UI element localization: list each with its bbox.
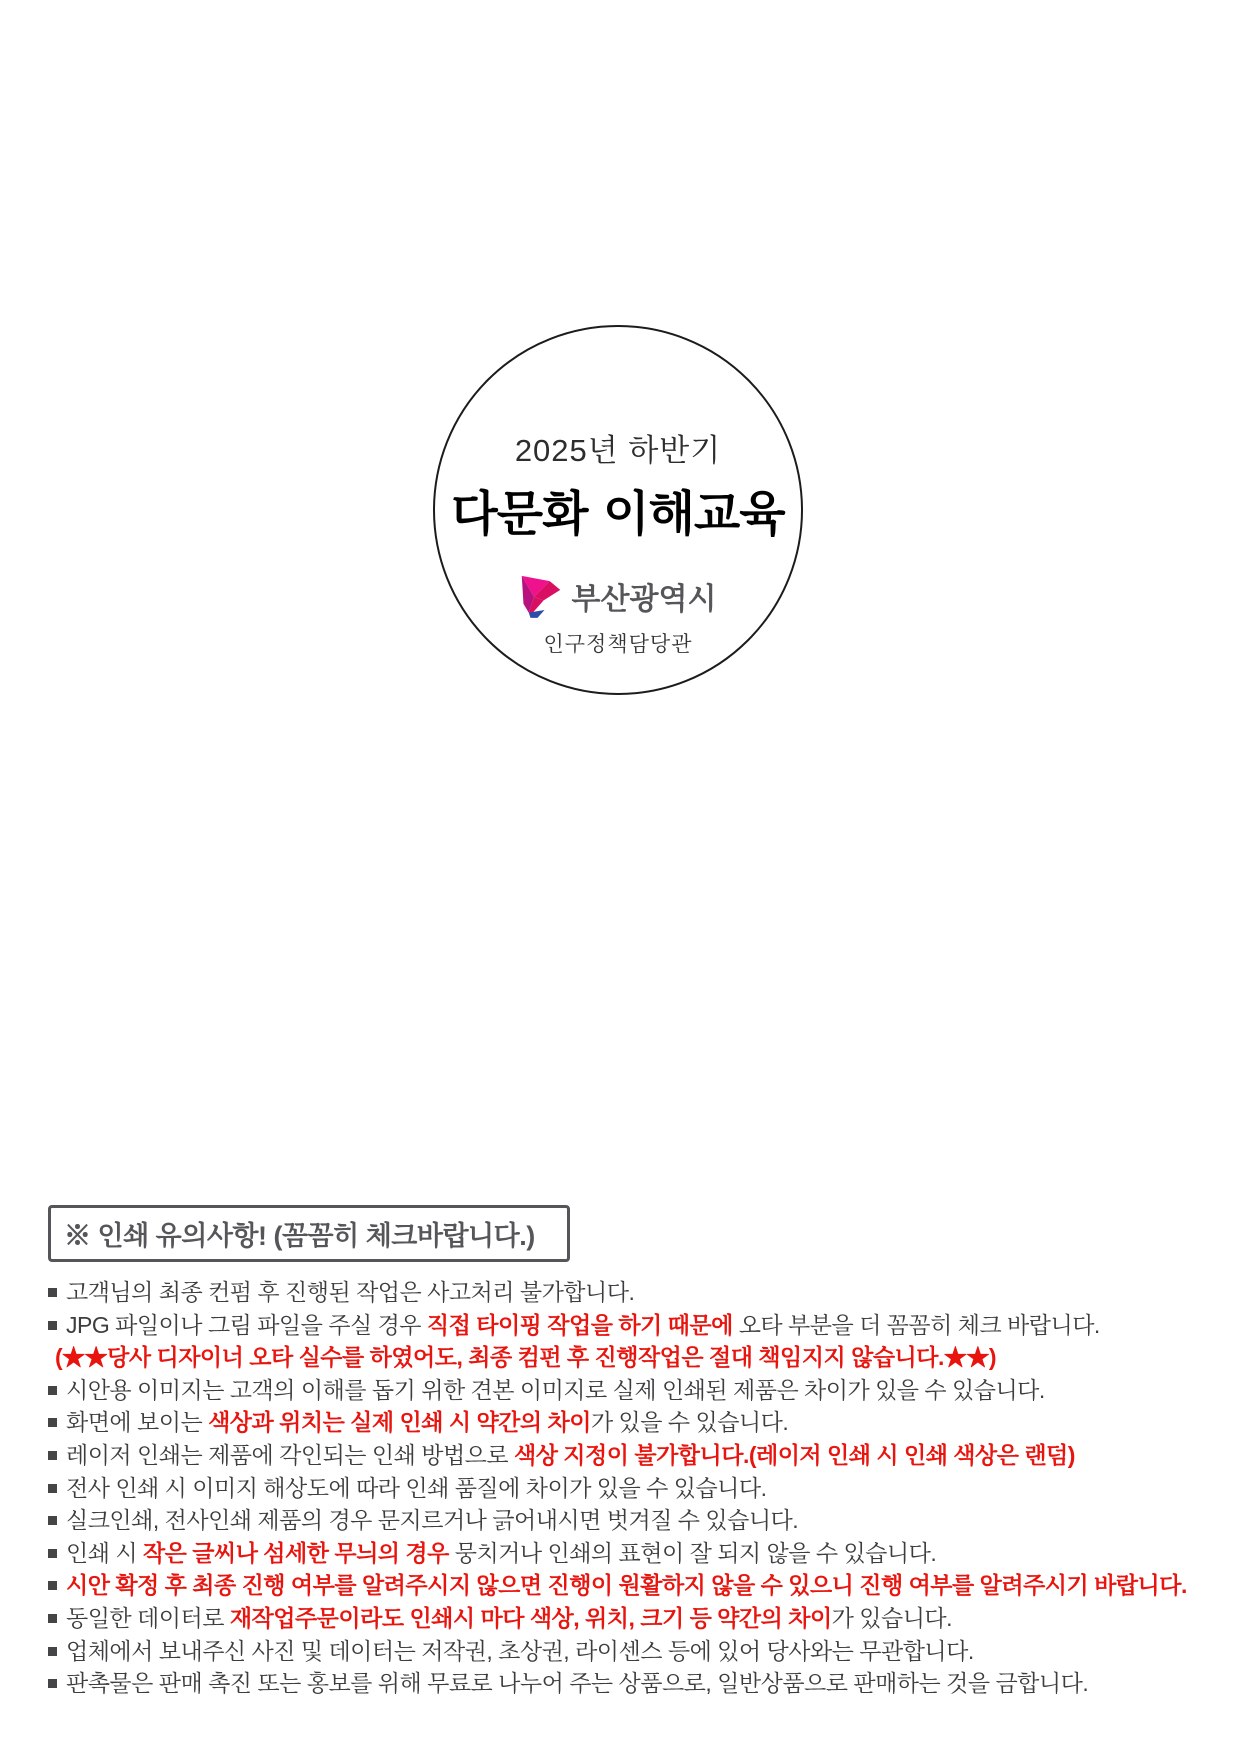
notice-text: 동일한 데이터로	[66, 1604, 230, 1631]
notice-item	[48, 1341, 1208, 1374]
notice-text: 인쇄 시	[66, 1539, 143, 1566]
notice-item	[48, 1472, 1208, 1505]
notice-text: 전사 인쇄 시 이미지 해상도에 따라 인쇄 품질에 차이가 있을 수 있습니다.	[66, 1474, 767, 1501]
badge-circle	[433, 325, 803, 695]
notice-item	[48, 1602, 1208, 1635]
notice-heading-box	[48, 1205, 570, 1262]
notice-text-emphasis: 색상과 위치는 실제 인쇄 시 약간의 차이	[208, 1409, 591, 1436]
bullet-square-icon	[48, 1451, 57, 1460]
busan-org-text: 부산광역시	[571, 583, 717, 616]
notice-text-emphasis: 색상 지정이 불가합니다.(레이저 인쇄 시 인쇄 색상은 랜덤)	[513, 1441, 1075, 1468]
notice-item	[48, 1439, 1208, 1472]
badge-dept-text: 인구정책담당관	[543, 633, 693, 656]
notice-text: 가 있습니다.	[831, 1604, 953, 1631]
bullet-square-icon	[48, 1614, 57, 1623]
notice-text-emphasis: (★★당사 디자이너 오타 실수를 하였어도, 최종 컴펀 후 진행작업은 절대 책임지지 않습니다.★★)	[55, 1344, 997, 1371]
notice-item	[48, 1276, 1208, 1309]
notice-list	[48, 1276, 1208, 1700]
notice-heading-text: ※ 인쇄 유의사항! (꼼꼼히 체크바랍니다.)	[64, 1221, 535, 1251]
notice-item	[48, 1537, 1208, 1570]
notice-item	[48, 1667, 1208, 1700]
notice-text: 고객님의 최종 컨펌 후 진행된 작업은 사고처리 불가합니다.	[66, 1279, 635, 1305]
notice-text: 레이저 인쇄는 제품에 각인되는 인쇄 방법으로	[66, 1441, 514, 1468]
notice-text: 오타 부분을 더 꼼꼼히 체크 바랍니다.	[732, 1311, 1100, 1338]
bullet-square-icon	[48, 1418, 57, 1427]
notice-item	[48, 1309, 1208, 1342]
bullet-square-icon	[48, 1516, 57, 1525]
notice-text: 시안용 이미지는 고객의 이해를 돕기 위한 견본 이미지로 실제 인쇄된 제품은 차이가 있을 수 있습니다.	[66, 1376, 1045, 1403]
notice-item	[48, 1504, 1208, 1537]
busan-logo	[435, 573, 801, 619]
notice-item	[48, 1406, 1208, 1439]
notice-item	[48, 1569, 1208, 1602]
notice-text: 실크인쇄, 전사인쇄 제품의 경우 문지르거나 긁어내시면 벗겨질 수 있습니다.	[66, 1507, 799, 1534]
busan-logo-icon	[520, 573, 562, 619]
notice-text-emphasis: 작은 글씨나 섬세한 무늬의 경우	[142, 1539, 449, 1566]
notice-text-emphasis: 직접 타이핑 작업을 하기 때문에	[426, 1311, 733, 1338]
notice-item	[48, 1374, 1208, 1407]
badge-title-text: 다문화 이해교육	[451, 486, 785, 542]
notice-text-emphasis: 재작업주문이라도 인쇄시 마다 색상, 위치, 크기 등 약간의 차이	[229, 1604, 832, 1631]
badge-period-text: 2025년 하반기	[514, 433, 722, 468]
notice-text: 뭉치거나 인쇄의 표현이 잘 되지 않을 수 있습니다.	[448, 1539, 937, 1566]
bullet-square-icon	[48, 1484, 57, 1493]
bullet-square-icon	[48, 1679, 57, 1688]
notice-text: 업체에서 보내주신 사진 및 데이터는 저작권, 초상권, 라이센스 등에 있어 당사와는 무관합니다.	[66, 1637, 974, 1664]
notice-text: JPG 파일이나 그림 파일을 주실 경우	[66, 1311, 427, 1338]
bullet-square-icon	[48, 1549, 57, 1558]
bullet-square-icon	[48, 1647, 57, 1656]
bullet-square-icon	[48, 1288, 57, 1297]
bullet-square-icon	[48, 1581, 57, 1590]
bullet-square-icon	[48, 1321, 57, 1330]
notice-text: 판촉물은 판매 촉진 또는 홍보를 위해 무료로 나누어 주는 상품으로, 일반상품으로 판매하는 것을 금합니다.	[66, 1670, 1089, 1697]
notice-text-emphasis: 시안 확정 후 최종 진행 여부를 알려주시지 않으면 진행이 원활하지 않을 수 있으니 진행 여부를 알려주시기 바랍니다.	[66, 1572, 1187, 1599]
notice-text: 가 있을 수 있습니다.	[590, 1409, 789, 1436]
notice-text: 화면에 보이는	[66, 1409, 209, 1436]
notice-item	[48, 1635, 1208, 1668]
bullet-square-icon	[48, 1386, 57, 1395]
